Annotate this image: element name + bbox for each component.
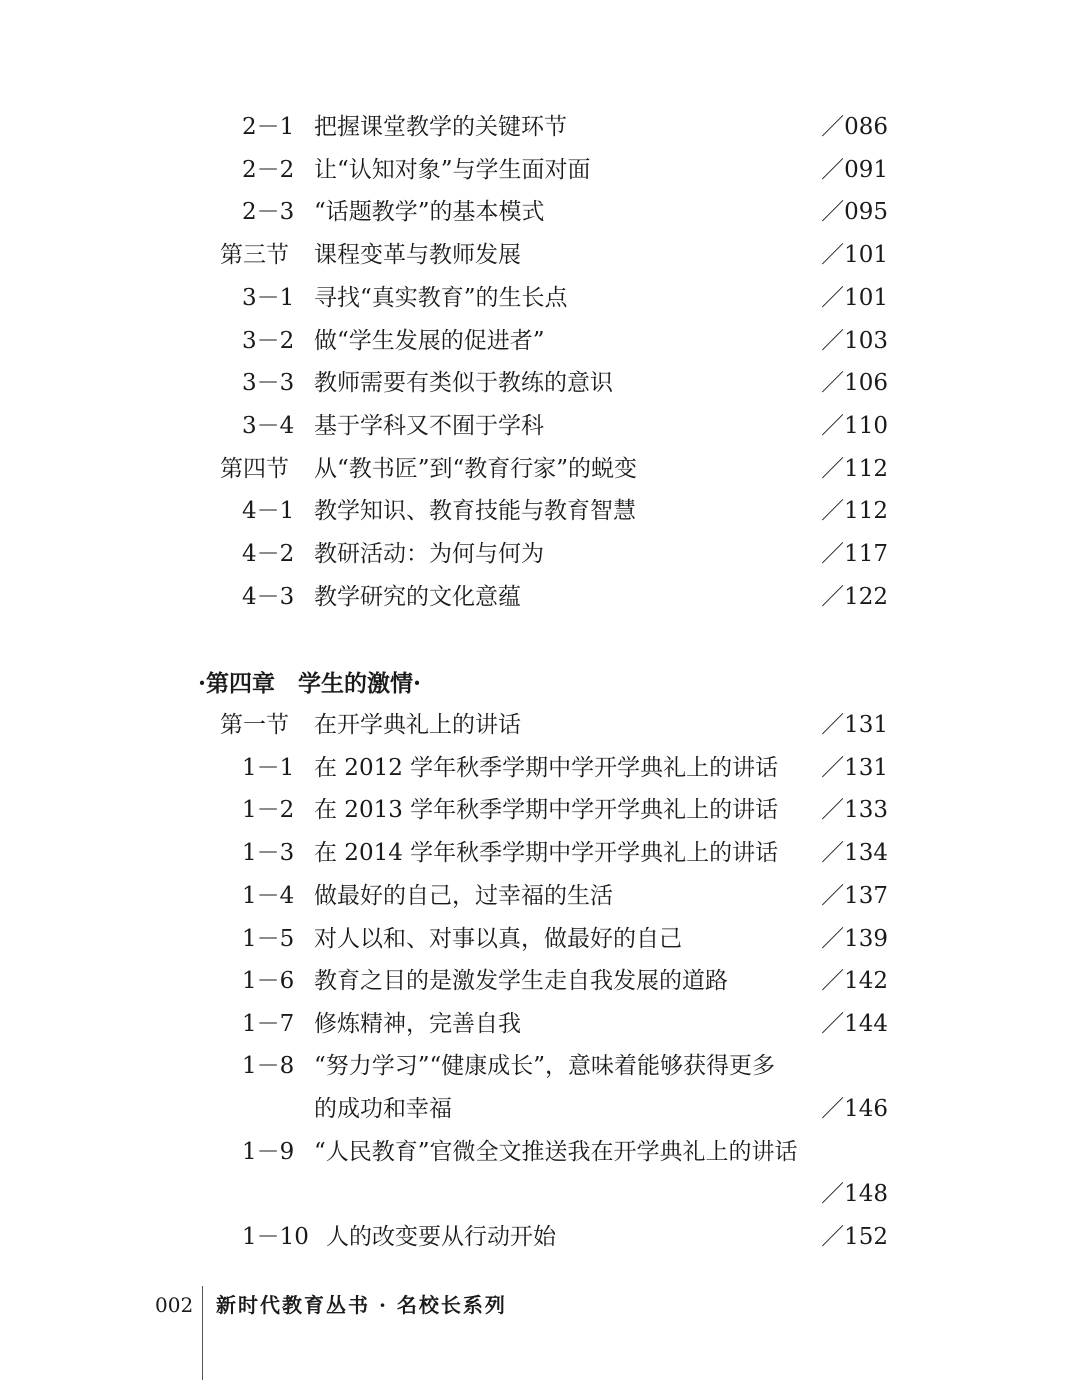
entry-number: 4－3	[242, 583, 295, 610]
entry-number: 1－8	[242, 1053, 295, 1079]
toc-entry[interactable]	[0, 1004, 1080, 1044]
entry-number: 2－1	[242, 114, 295, 140]
toc-entry[interactable]	[0, 278, 1080, 318]
entry-page: ／144	[821, 1010, 888, 1037]
entry-number: 1－2	[242, 797, 295, 824]
entry-title: 修炼精神，完善自我	[314, 1010, 521, 1037]
entry-title: 教育之目的是激发学生走自我发展的道路	[314, 968, 728, 995]
entry-number: 2－3	[242, 199, 295, 226]
toc-section-entry[interactable]	[0, 235, 1080, 275]
entry-title: 课程变革与教师发展	[314, 242, 521, 269]
entry-title: 做最好的自己，过幸福的生活	[314, 882, 613, 909]
entry-number: 4－2	[242, 541, 295, 567]
toc-section-entry[interactable]	[0, 705, 1080, 745]
entry-title: 在 2014 学年秋季学期中学开学典礼上的讲话	[314, 840, 779, 867]
entry-title: 人的改变要从行动开始	[326, 1224, 556, 1250]
entry-number: 第四节	[220, 455, 289, 482]
toc-entry[interactable]	[0, 534, 1080, 574]
toc-entry[interactable]	[0, 961, 1080, 1001]
toc-entry[interactable]	[0, 321, 1080, 361]
toc-section-entry[interactable]	[0, 449, 1080, 489]
entry-number: 1－9	[242, 1139, 295, 1165]
entry-number: 1－7	[242, 1010, 295, 1037]
entry-title: 对人以和、对事以真，做最好的自己	[314, 925, 682, 952]
entry-title: 把握课堂教学的关键环节	[314, 114, 567, 140]
entry-page: ／106	[821, 370, 888, 397]
entry-title: 在开学典礼上的讲话	[314, 712, 521, 738]
entry-title: 在 2012 学年秋季学期中学开学典礼上的讲话	[314, 754, 779, 781]
toc-entry-1-8-cont[interactable]	[0, 1089, 1080, 1129]
toc-entry[interactable]	[0, 406, 1080, 446]
entry-page: ／131	[821, 754, 888, 781]
toc-entry-1-10[interactable]	[0, 1217, 1080, 1257]
toc-entry[interactable]	[0, 876, 1080, 916]
entry-page: ／095	[821, 199, 888, 226]
entry-page: ／101	[821, 284, 888, 311]
entry-page: ／146	[821, 1096, 888, 1122]
footer-page-number: 002	[155, 1293, 194, 1317]
entry-number: 3－1	[242, 284, 295, 311]
entry-page: ／148	[821, 1181, 888, 1207]
toc-entry[interactable]	[0, 833, 1080, 873]
entry-number: 3－2	[242, 327, 295, 354]
entry-page: ／137	[821, 882, 888, 909]
toc-entry-1-9-page[interactable]	[0, 1174, 1080, 1214]
entry-title: 教学研究的文化意蕴	[314, 583, 521, 610]
entry-title: 从“教书匠”到“教育行家”的蜕变	[314, 455, 638, 482]
entry-number: 1－6	[242, 968, 295, 995]
entry-number: 1－4	[242, 882, 295, 909]
entry-title: 教学知识、教育技能与教育智慧	[314, 498, 636, 525]
entry-number: 4－1	[242, 498, 295, 525]
entry-page: ／139	[821, 925, 888, 952]
entry-page: ／133	[821, 797, 888, 824]
entry-page: ／112	[821, 498, 888, 525]
toc-entry[interactable]	[0, 919, 1080, 959]
entry-page: ／110	[821, 412, 888, 439]
entry-number: 1－5	[242, 925, 295, 952]
entry-number: 第三节	[220, 242, 289, 269]
toc-entry[interactable]	[0, 577, 1080, 617]
toc-entry[interactable]	[0, 363, 1080, 403]
entry-title: 教研活动：为何与何为	[314, 541, 544, 567]
toc-entry-1-9[interactable]	[0, 1132, 1080, 1172]
entry-page: ／091	[821, 156, 888, 183]
entry-page: ／122	[821, 583, 888, 610]
entry-number: 3－4	[242, 412, 295, 439]
toc-entry[interactable]	[0, 107, 1080, 147]
entry-page: ／131	[821, 712, 888, 738]
entry-title: “话题教学”的基本模式	[314, 199, 545, 226]
entry-number: 1－10	[242, 1224, 309, 1250]
entry-number: 1－1	[242, 754, 295, 781]
footer-series-title: 新时代教育丛书 · 名校长系列	[216, 1293, 507, 1317]
entry-page: ／117	[821, 541, 888, 567]
entry-title: 寻找“真实教育”的生长点	[314, 284, 568, 311]
entry-number: 2－2	[242, 156, 295, 183]
entry-title: 做“学生发展的促进者”	[314, 327, 545, 354]
toc-entry-1-8[interactable]	[0, 1046, 1080, 1086]
entry-title: 基于学科又不囿于学科	[314, 412, 544, 439]
entry-title-line2: 的成功和幸福	[314, 1096, 452, 1122]
toc-entry[interactable]	[0, 748, 1080, 788]
entry-number: 第一节	[220, 712, 289, 738]
entry-title: 在 2013 学年秋季学期中学开学典礼上的讲话	[314, 797, 779, 824]
chapter-heading: ·第四章 学生的激情·	[198, 670, 422, 697]
entry-page: ／134	[821, 840, 888, 867]
entry-title: “人民教育”官微全文推送我在开学典礼上的讲话	[314, 1139, 798, 1165]
footer-divider	[202, 1286, 203, 1380]
entry-page: ／101	[821, 242, 888, 269]
entry-title-line1: “努力学习”“健康成长”，意味着能够获得更多	[314, 1053, 776, 1079]
entry-title: 让“认知对象”与学生面对面	[314, 156, 591, 183]
entry-page: ／152	[821, 1224, 888, 1250]
entry-page: ／103	[821, 327, 888, 354]
toc-entry[interactable]	[0, 192, 1080, 232]
entry-number: 1－3	[242, 840, 295, 867]
entry-number: 3－3	[242, 370, 295, 397]
entry-title: 教师需要有类似于教练的意识	[314, 370, 613, 397]
entry-page: ／112	[821, 455, 888, 482]
entry-page: ／086	[821, 114, 888, 140]
toc-entry[interactable]	[0, 790, 1080, 830]
toc-entry[interactable]	[0, 150, 1080, 190]
entry-page: ／142	[821, 968, 888, 995]
toc-entry[interactable]	[0, 491, 1080, 531]
